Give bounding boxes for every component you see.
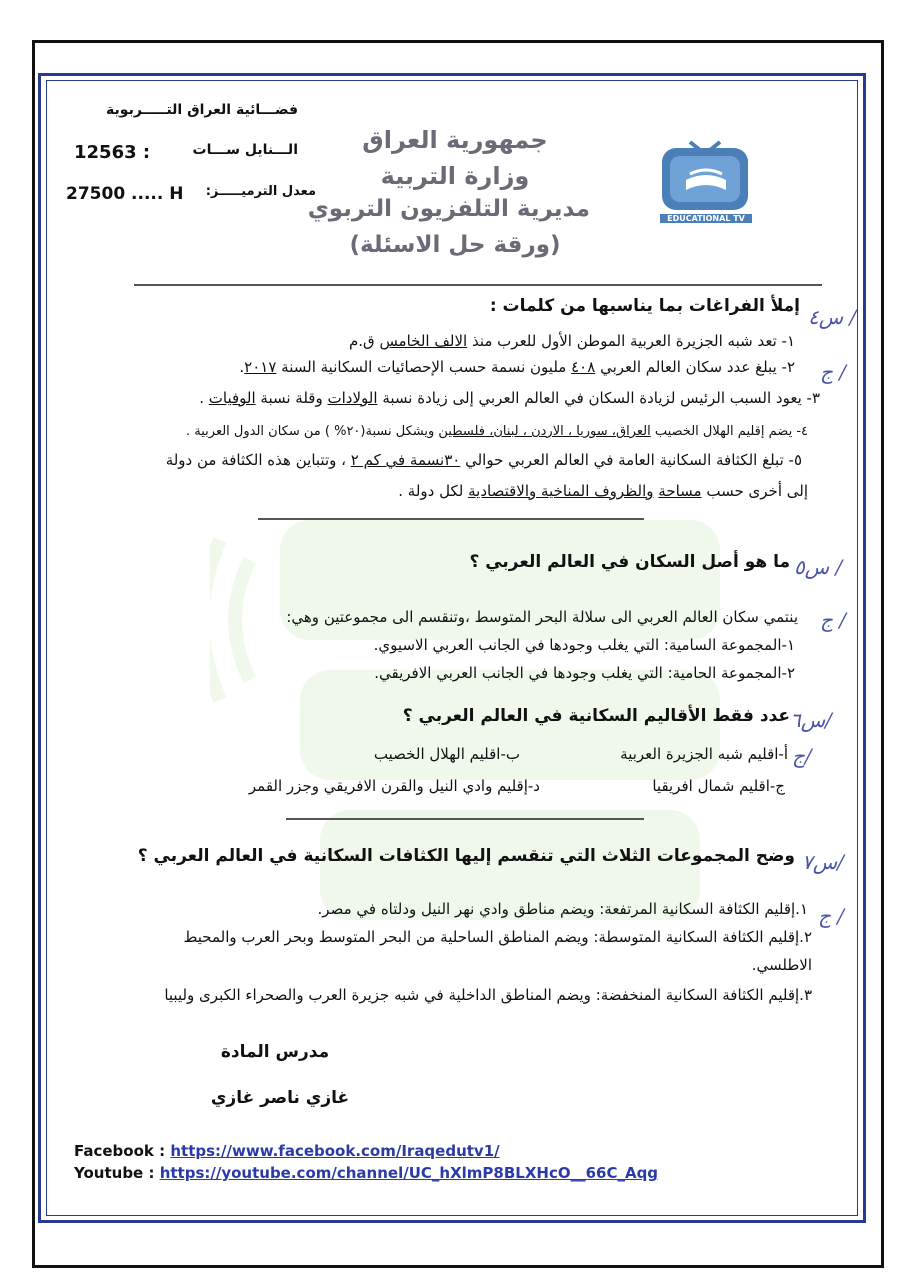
q7-line-2: ٢.إقليم الكثافة السكانية المتوسطة: ويضم المناطق الساحلية من البحر المتوسط وبحر العرب والمحيط [183, 928, 812, 946]
document-type: (ورقة حل الاسئلة) [349, 232, 561, 258]
q7-line-4: ٣.إقليم الكثافة السكانية المنخفضة: ويضم المناطق الداخلية في شبه جزيرة العرب والصحراء الكبرى وليبيا [164, 986, 812, 1004]
q5-line-3: ٢-المجموعة الحامية: التي يغلب وجودها في الجانب العربي الافريقي. [374, 664, 795, 682]
q4-item-6: إلى أخرى حسب مساحة والظروف المناخية والاقتصادية لكل دولة . [398, 482, 808, 500]
facebook-line [74, 1142, 500, 1160]
youtube-line [74, 1164, 658, 1182]
q6-separator [286, 818, 644, 820]
q4-answer-label: ج / [820, 360, 847, 384]
q6-option-a: أ-اقليم شبه الجزيرة العربية [620, 745, 788, 763]
facebook-link[interactable]: https://www.facebook.com/Iraqedutv1/ [170, 1142, 500, 1160]
q7-title: وضح المجموعات الثلاث التي تنقسم إليها الكثافات السكانية في العالم العربي ؟ [137, 846, 795, 866]
q5-title: ما هو أصل السكان في العالم العربي ؟ [469, 552, 790, 572]
symbol-rate-value: 27500 ..... H [66, 184, 184, 204]
q6-answer-label: ج/ [792, 744, 812, 768]
nilesat-label: الـــنايل ســـات [192, 142, 298, 158]
q4-item-5: ٥- تبلغ الكثافة السكانية العامة في العالم العربي حوالي ٣٠نسمة في كم ٢ ، وتتباين هذه الكثافة من دولة [165, 451, 802, 469]
republic-title: جمهورية العراق [362, 126, 548, 154]
q7-line-1: ١.إقليم الكثافة السكانية المرتفعة: ويضم مناطق وادي نهر النيل ودلتاه في مصر. [317, 900, 808, 918]
q4-item-1: ١- تعد شبه الجزيرة العربية الموطن الأول للعرب منذ الالف الخامس ق.م [348, 332, 795, 350]
q4-item-4: ٤- يضم إقليم الهلال الخصيب العراق، سوريا ، الاردن ، لبنان، فلسطين ويشكل نسبة(٢٠% ) من سكان الدول العربية . [186, 424, 808, 439]
youtube-label: Youtube : [74, 1164, 155, 1182]
q6-option-c: ج-اقليم شمال افريقيا [652, 777, 785, 795]
tv-icon [660, 140, 752, 212]
q6-title: عدد فقط الأقاليم السكانية في العالم العربي ؟ [402, 706, 790, 726]
symbol-rate-label: معدل الترميـــــز: [205, 184, 316, 199]
youtube-link[interactable]: https://youtube.com/channel/UC_hXlmP8BLXHcO__66C_Aqg [159, 1164, 659, 1182]
q7-answer-label: ج / [818, 904, 845, 928]
q5-label: س٥ / [794, 555, 843, 579]
directorate-title: مديرية التلفزيون التربوي [307, 196, 590, 222]
teacher-role: مدرس المادة [220, 1042, 330, 1062]
q4-title: إملأ الفراغات بما يناسبها من كلمات : [489, 296, 800, 316]
educational-tv-logo [660, 140, 752, 230]
ministry-title: وزارة التربية [380, 162, 530, 190]
q4-item-2: ٢- يبلغ عدد سكان العالم العربي ٤٠٨ مليون نسمة حسب الإحصائيات السكانية السنة ٢٠١٧. [239, 358, 795, 376]
logo-text: EDUCATIONAL TV [660, 214, 752, 223]
q4-label: س٤ / [808, 305, 857, 329]
q6-option-b: ب-اقليم الهلال الخصيب [373, 745, 520, 763]
q4-separator [258, 518, 644, 520]
q5-line-1: ينتمي سكان العالم العربي الى سلالة البحر المتوسط ،وتنقسم الى مجموعتين وهي: [286, 608, 798, 626]
facebook-label: Facebook : [74, 1142, 166, 1160]
teacher-name: غازي ناصر غازي [210, 1088, 350, 1108]
q6-label: س٦/ [790, 708, 832, 732]
q7-line-3: الاطلسي. [751, 956, 812, 974]
header-separator [134, 284, 822, 286]
q5-answer-label: ج / [820, 608, 847, 632]
q6-option-d: د-إقليم وادي النيل والقرن الافريقي وجزر القمر [248, 777, 540, 795]
q7-label: س٧/ [802, 850, 844, 874]
channel-name: فضـــائية العراق التـــــربوية [106, 102, 298, 118]
nilesat-frequency: 12563 : [74, 142, 151, 163]
q5-line-2: ١-المجموعة السامية: التي يغلب وجودها في الجانب العربي الاسيوي. [373, 636, 795, 654]
q4-item-3: ٣- يعود السبب الرئيس لزيادة السكان في العالم العربي إلى زيادة نسبة الولادات وقلة نسبة الوفيات . [199, 389, 820, 407]
